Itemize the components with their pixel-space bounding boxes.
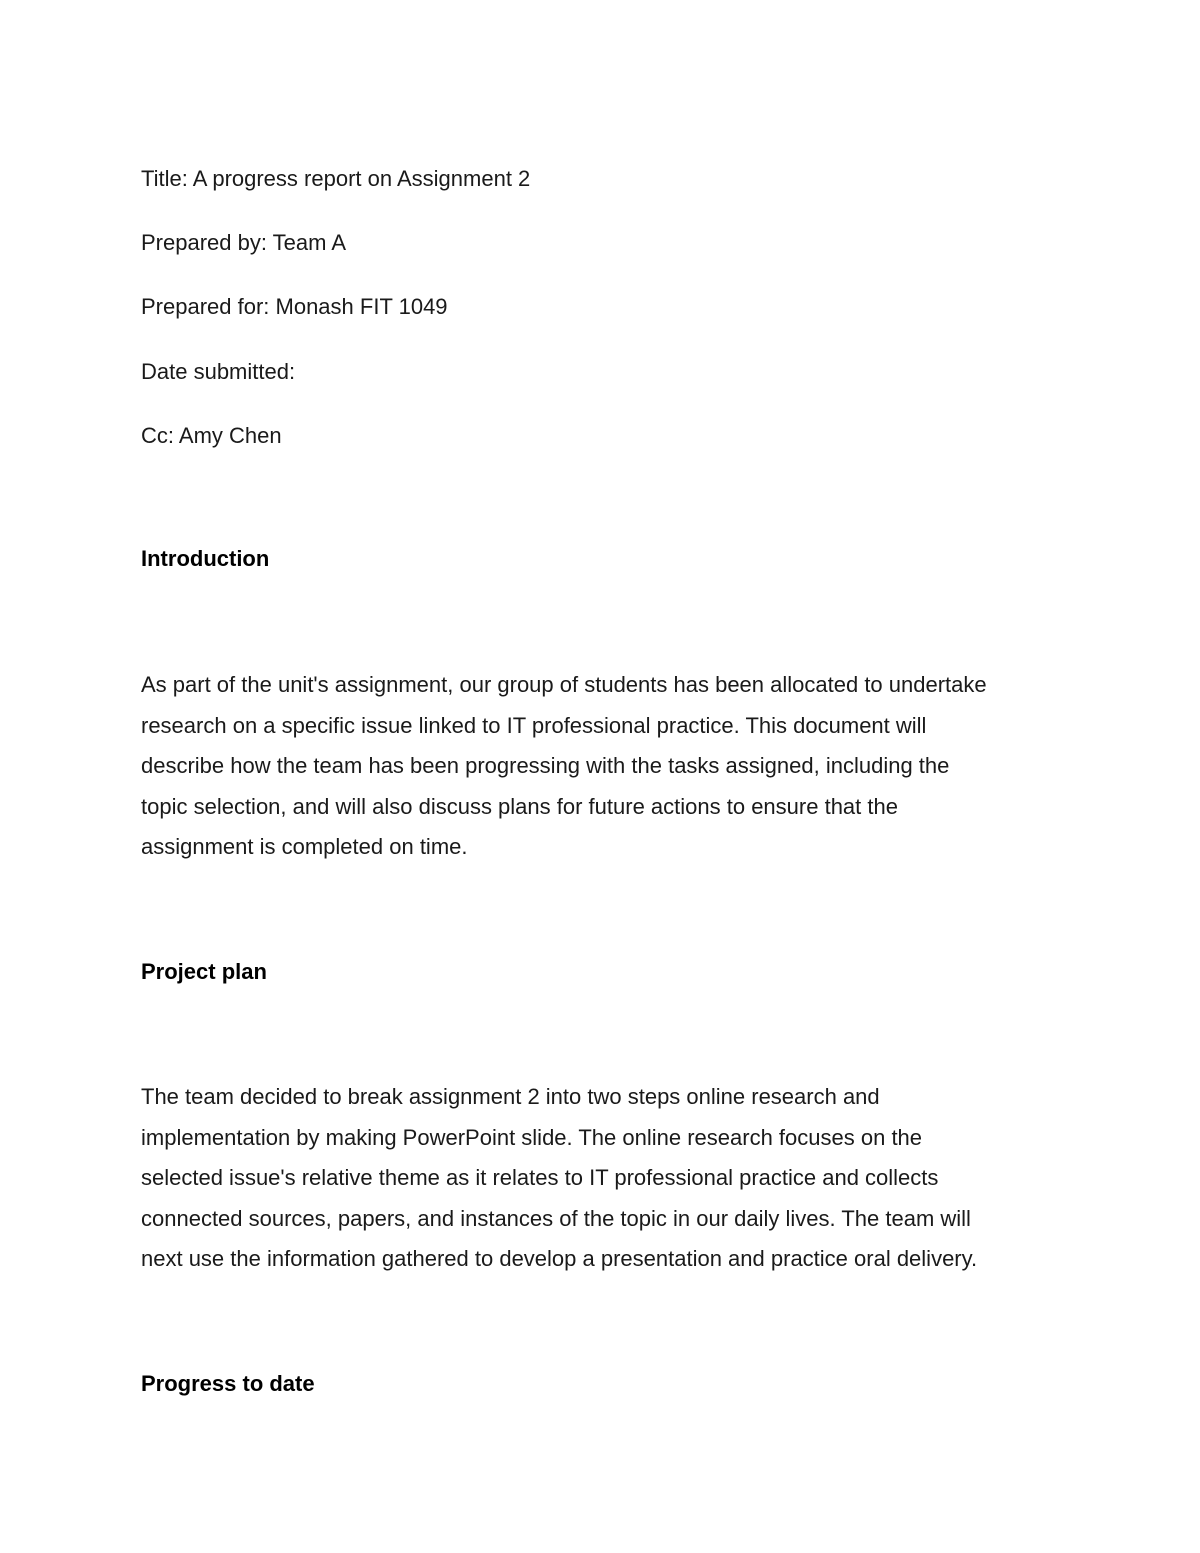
paragraph-line: assignment is completed on time. <box>141 834 468 860</box>
report-title: Title: A progress report on Assignment 2 <box>141 166 531 191</box>
paragraph-line: next use the information gathered to develop a presentation and practice oral delivery. <box>141 1246 978 1272</box>
paragraph-line: The team decided to break assignment 2 into two steps online research and <box>141 1084 880 1109</box>
paragraph-line: implementation by making PowerPoint slide. The online research focuses on the <box>141 1124 923 1150</box>
introduction-heading: Introduction <box>141 546 270 571</box>
project-plan-paragraph <box>141 1077 1071 1280</box>
cc-line: Cc: Amy Chen <box>141 423 282 448</box>
paragraph-line: topic selection, and will also discuss plans for future actions to ensure that the <box>141 793 898 819</box>
prepared-for: Prepared for: Monash FIT 1049 <box>141 294 448 319</box>
paragraph-line: As part of the unit's assignment, our group of students has been allocated to undertake <box>141 672 987 697</box>
prepared-by: Prepared by: Team A <box>141 230 347 255</box>
date-submitted: Date submitted: <box>141 359 296 384</box>
paragraph-line: connected sources, papers, and instances of the topic in our daily lives. The team will <box>141 1205 971 1231</box>
paragraph-line: selected issue's relative theme as it relates to IT professional practice and collects <box>141 1165 939 1191</box>
introduction-paragraph <box>141 665 1071 868</box>
paragraph-line: describe how the team has been progressing with the tasks assigned, including the <box>141 753 950 779</box>
progress-to-date-heading: Progress to date <box>141 1371 315 1396</box>
project-plan-heading: Project plan <box>141 959 267 984</box>
paragraph-line: research on a specific issue linked to IT professional practice. This document will <box>141 712 927 738</box>
